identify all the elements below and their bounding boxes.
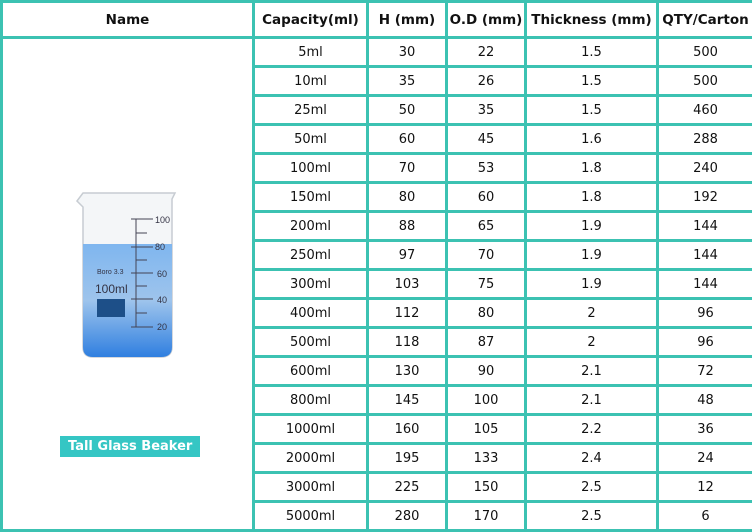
cell-qty: 500 xyxy=(658,38,752,67)
cell-height: 280 xyxy=(368,502,447,531)
cell-od: 100 xyxy=(447,386,526,415)
cell-qty: 144 xyxy=(658,270,752,299)
product-name-badge: Tall Glass Beaker xyxy=(60,436,200,457)
cell-height: 35 xyxy=(368,67,447,96)
header-thickness: Thickness (mm) xyxy=(526,2,658,38)
cell-height: 88 xyxy=(368,212,447,241)
svg-text:100ml: 100ml xyxy=(95,282,128,296)
cell-qty: 144 xyxy=(658,241,752,270)
cell-capacity: 50ml xyxy=(254,125,368,154)
cell-thickness: 2.4 xyxy=(526,444,658,473)
cell-capacity: 10ml xyxy=(254,67,368,96)
cell-thickness: 1.5 xyxy=(526,38,658,67)
cell-height: 103 xyxy=(368,270,447,299)
cell-thickness: 1.5 xyxy=(526,96,658,125)
svg-text:80: 80 xyxy=(155,242,166,252)
cell-od: 53 xyxy=(447,154,526,183)
cell-od: 105 xyxy=(447,415,526,444)
cell-qty: 72 xyxy=(658,357,752,386)
cell-od: 150 xyxy=(447,473,526,502)
cell-capacity: 150ml xyxy=(254,183,368,212)
cell-height: 97 xyxy=(368,241,447,270)
cell-capacity: 3000ml xyxy=(254,473,368,502)
cell-od: 22 xyxy=(447,38,526,67)
cell-od: 70 xyxy=(447,241,526,270)
header-capacity: Capacity(ml) xyxy=(254,2,368,38)
header-qty: QTY/Carton xyxy=(658,2,752,38)
product-cell xyxy=(2,38,254,531)
cell-thickness: 2.1 xyxy=(526,357,658,386)
cell-od: 87 xyxy=(447,328,526,357)
cell-od: 45 xyxy=(447,125,526,154)
cell-od: 35 xyxy=(447,96,526,125)
cell-thickness: 1.6 xyxy=(526,125,658,154)
cell-height: 112 xyxy=(368,299,447,328)
cell-od: 133 xyxy=(447,444,526,473)
cell-capacity: 250ml xyxy=(254,241,368,270)
cell-qty: 12 xyxy=(658,473,752,502)
svg-text:40: 40 xyxy=(157,295,168,305)
header-name: Name xyxy=(2,2,254,38)
cell-capacity: 800ml xyxy=(254,386,368,415)
header-height: H (mm) xyxy=(368,2,447,38)
svg-text:20: 20 xyxy=(157,322,168,332)
cell-qty: 144 xyxy=(658,212,752,241)
cell-capacity: 600ml xyxy=(254,357,368,386)
cell-thickness: 2 xyxy=(526,328,658,357)
cell-qty: 48 xyxy=(658,386,752,415)
cell-thickness: 2.1 xyxy=(526,386,658,415)
cell-qty: 500 xyxy=(658,67,752,96)
cell-capacity: 500ml xyxy=(254,328,368,357)
cell-thickness: 2.5 xyxy=(526,473,658,502)
svg-text:60: 60 xyxy=(157,269,168,279)
cell-height: 225 xyxy=(368,473,447,502)
svg-text:100: 100 xyxy=(155,215,171,225)
cell-capacity: 300ml xyxy=(254,270,368,299)
cell-od: 170 xyxy=(447,502,526,531)
cell-od: 65 xyxy=(447,212,526,241)
cell-od: 60 xyxy=(447,183,526,212)
table-row xyxy=(2,38,752,67)
cell-capacity: 2000ml xyxy=(254,444,368,473)
cell-thickness: 1.8 xyxy=(526,183,658,212)
cell-thickness: 1.9 xyxy=(526,270,658,299)
cell-thickness: 1.9 xyxy=(526,241,658,270)
cell-height: 160 xyxy=(368,415,447,444)
cell-qty: 288 xyxy=(658,125,752,154)
cell-od: 26 xyxy=(447,67,526,96)
cell-od: 75 xyxy=(447,270,526,299)
cell-qty: 460 xyxy=(658,96,752,125)
cell-capacity: 200ml xyxy=(254,212,368,241)
cell-height: 118 xyxy=(368,328,447,357)
cell-thickness: 2.5 xyxy=(526,502,658,531)
cell-height: 80 xyxy=(368,183,447,212)
cell-qty: 24 xyxy=(658,444,752,473)
cell-thickness: 2 xyxy=(526,299,658,328)
cell-thickness: 2.2 xyxy=(526,415,658,444)
cell-capacity: 100ml xyxy=(254,154,368,183)
cell-qty: 240 xyxy=(658,154,752,183)
svg-text:Boro 3.3: Boro 3.3 xyxy=(97,269,124,276)
cell-qty: 96 xyxy=(658,299,752,328)
cell-thickness: 1.5 xyxy=(526,67,658,96)
cell-height: 60 xyxy=(368,125,447,154)
beaker-image xyxy=(75,189,179,361)
cell-capacity: 25ml xyxy=(254,96,368,125)
header-od: O.D (mm) xyxy=(447,2,526,38)
cell-thickness: 1.9 xyxy=(526,212,658,241)
cell-capacity: 400ml xyxy=(254,299,368,328)
cell-thickness: 1.8 xyxy=(526,154,658,183)
cell-height: 130 xyxy=(368,357,447,386)
cell-qty: 6 xyxy=(658,502,752,531)
cell-height: 195 xyxy=(368,444,447,473)
cell-qty: 192 xyxy=(658,183,752,212)
cell-capacity: 5000ml xyxy=(254,502,368,531)
cell-od: 80 xyxy=(447,299,526,328)
cell-height: 30 xyxy=(368,38,447,67)
cell-capacity: 1000ml xyxy=(254,415,368,444)
cell-capacity: 5ml xyxy=(254,38,368,67)
cell-qty: 96 xyxy=(658,328,752,357)
cell-height: 145 xyxy=(368,386,447,415)
cell-height: 50 xyxy=(368,96,447,125)
cell-qty: 36 xyxy=(658,415,752,444)
header-row xyxy=(2,2,752,38)
cell-od: 90 xyxy=(447,357,526,386)
cell-height: 70 xyxy=(368,154,447,183)
